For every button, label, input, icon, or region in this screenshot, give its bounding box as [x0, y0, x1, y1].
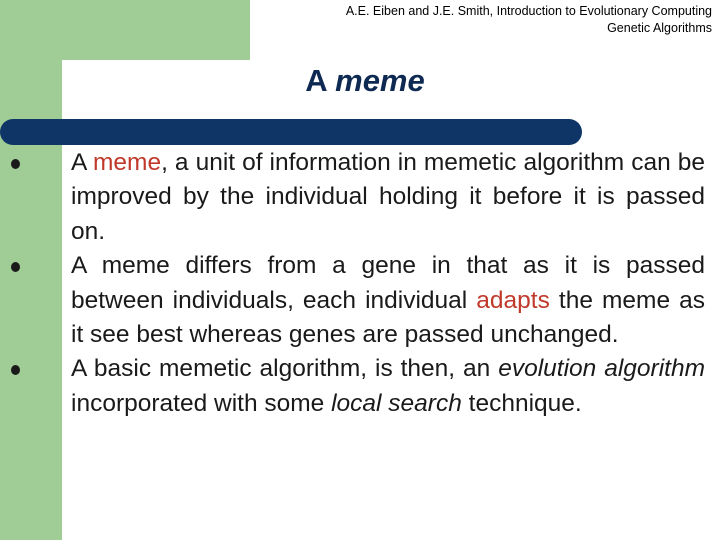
header-section: Genetic Algorithms	[607, 21, 712, 35]
top-decorative-panel	[0, 0, 250, 60]
title-underline-bar	[0, 119, 582, 145]
bullet-text: A meme differs from a gene in that as it is passed between individuals, each individual	[71, 252, 705, 314]
bullet-text: A basic memetic algorithm, is then, an	[71, 355, 499, 383]
title-prefix: A	[305, 63, 336, 98]
bullet-icon	[11, 159, 20, 169]
bullet-text: the meme as it see best whereas genes are passed unchanged.	[71, 286, 705, 349]
bullet-text: technique.	[461, 389, 582, 417]
highlight-term: meme	[93, 149, 162, 176]
italic-term: local search	[331, 389, 462, 417]
slide-title	[0, 63, 720, 99]
bullet-item	[71, 146, 705, 249]
bullet-text: incorporated with some	[71, 389, 332, 417]
bullet-list	[71, 146, 705, 421]
title-word: meme	[335, 63, 425, 98]
bullet-item	[71, 249, 705, 352]
bullet-item	[71, 352, 705, 421]
bullet-text: A	[71, 149, 94, 176]
bullet-text: , a unit of information in memetic algorithm can be improved by the individual holding it before it is passed on.	[71, 149, 705, 245]
highlight-term: adapts	[476, 286, 550, 314]
header-citation: A.E. Eiben and J.E. Smith, Introduction to Evolutionary Computing	[345, 4, 712, 18]
italic-term: evolution algorithm	[498, 355, 705, 383]
